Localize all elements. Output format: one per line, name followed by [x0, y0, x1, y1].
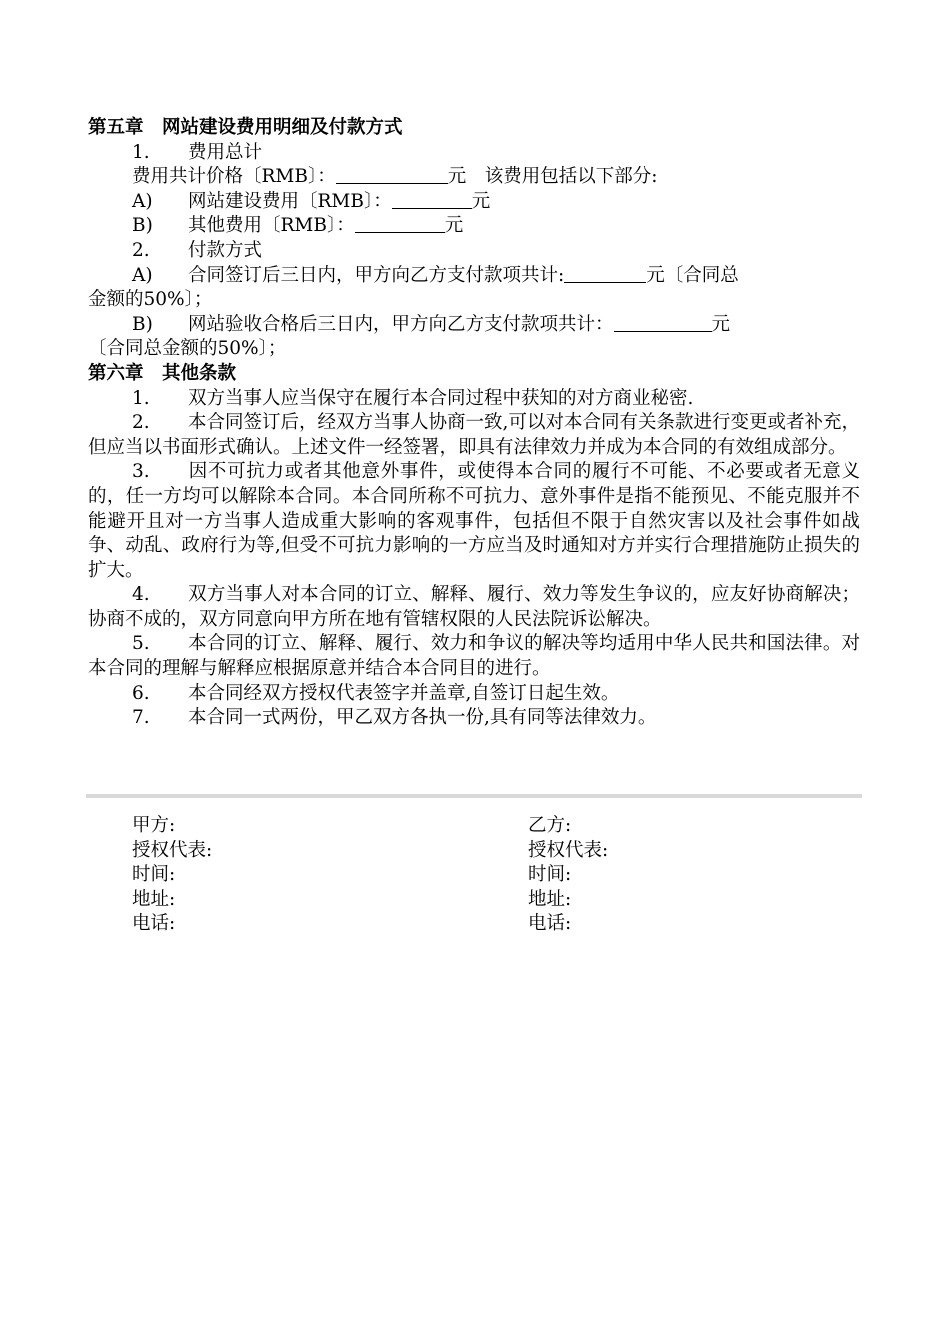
term-item	[88, 632, 860, 681]
fee-a-text: 网站建设费用〔RMB〕：	[188, 190, 392, 212]
term-number: 1.	[132, 387, 150, 409]
payment-a-number: A)	[132, 264, 153, 286]
payment-a-line	[88, 264, 860, 289]
chapter6-title: 第六章 其他条款	[88, 362, 237, 384]
term-text: 双方当事人应当保守在履行本合同过程中获知的对方商业秘密.	[188, 387, 694, 409]
fee-a-line	[88, 190, 860, 215]
term-number: 4.	[132, 584, 150, 606]
party-a-address: 地址:	[132, 888, 176, 910]
term-item	[88, 387, 860, 412]
section-divider	[86, 794, 862, 798]
fee-a-number: A)	[132, 190, 153, 212]
payment-b-blank[interactable]	[614, 313, 712, 332]
term-number: 5.	[132, 633, 150, 655]
term-item	[88, 706, 860, 731]
party-b-label: 乙方:	[528, 815, 572, 836]
total-prefix: 费用共计价格〔RMB〕：	[132, 166, 336, 188]
party-b-time: 时间:	[528, 864, 572, 886]
payment-a-text: 合同签订后三日内，甲方向乙方支付款项共计:	[188, 264, 565, 286]
party-a-signature-block	[132, 814, 212, 937]
term-text: 本合同签订后，经双方当事人协商一致,可以对本合同有关条款进行变更或者补充，但应当以书面形式确认。上述文件一经签署，即具有法律效力并成为本合同的有效组成部分。	[88, 412, 860, 458]
party-b-signature-block	[528, 814, 608, 937]
term-item	[88, 460, 860, 583]
total-suffix: 元 该费用包括以下部分:	[447, 166, 658, 188]
payment-b-suffix: 元	[711, 313, 731, 335]
item-label: 付款方式	[188, 239, 263, 261]
term-text: 本合同经双方授权代表签字并盖章,自签订日起生效。	[188, 682, 620, 704]
party-a-representative: 授权代表:	[132, 839, 213, 861]
fee-b-blank[interactable]	[355, 214, 445, 233]
party-b-phone: 电话:	[528, 913, 572, 935]
fee-b-number: B)	[132, 215, 153, 237]
fee-b-line	[88, 214, 860, 239]
other-terms-list	[88, 387, 860, 731]
fee-a-blank[interactable]	[392, 190, 472, 209]
item-number: 2.	[132, 239, 150, 261]
item-label: 费用总计	[188, 141, 263, 163]
party-b-address: 地址:	[528, 888, 572, 910]
party-a-phone: 电话:	[132, 913, 176, 935]
term-text: 本合同一式两份，甲乙双方各执一份,具有同等法律效力。	[188, 707, 657, 729]
payment-a-suffix: 元〔合同总	[646, 264, 739, 286]
payment-a-continuation: 金额的50%〕；	[88, 289, 213, 311]
fee-a-suffix: 元	[471, 190, 491, 212]
term-item	[88, 682, 860, 707]
item-number: 1.	[132, 141, 150, 163]
total-price-line	[88, 165, 860, 190]
party-a-label: 甲方:	[132, 815, 176, 836]
term-number: 2.	[132, 412, 150, 434]
total-blank[interactable]	[336, 165, 448, 184]
payment-b-number: B)	[132, 313, 153, 335]
party-a-time: 时间:	[132, 864, 176, 886]
payment-b-line	[88, 313, 860, 338]
term-item	[88, 583, 860, 632]
term-number: 7.	[132, 707, 150, 729]
contract-page	[88, 116, 860, 731]
payment-b-continuation: 〔合同总金额的50%〕；	[88, 338, 287, 360]
item-1-line	[88, 141, 860, 166]
chapter5-title: 第五章 网站建设费用明细及付款方式	[88, 117, 403, 138]
item-2-line	[88, 239, 860, 264]
payment-a-blank[interactable]	[564, 264, 646, 283]
term-text: 双方当事人对本合同的订立、解释、履行、效力等发生争议的，应友好协商解决；协商不成的，双方同意向甲方所在地有管辖权限的人民法院诉讼解决。	[88, 584, 860, 630]
term-text: 本合同的订立、解释、履行、效力和争议的解决等均适用中华人民共和国法律。对本合同的理解与解释应根据原意并结合本合同目的进行。	[88, 633, 860, 680]
payment-b-text: 网站验收合格后三日内，甲方向乙方支付款项共计：	[188, 313, 614, 335]
party-b-representative: 授权代表:	[528, 839, 609, 861]
fee-b-suffix: 元	[444, 215, 464, 237]
term-text: 因不可抗力或者其他意外事件，或使得本合同的履行不可能、不必要或者无意义的，任一方均可以解除本合同。本合同所称不可抗力、意外事件是指不能预见、不能克服并不能避开且对一方当事人造成重大影响的客观事件，包括但不限于自然灾害以及社会事件如战争、动乱、政府行为等,但受不可抗力影响的一方应当及时通知对方并实行合理措施防止损失的扩大。	[88, 461, 860, 581]
term-item	[88, 411, 860, 460]
term-number: 3.	[132, 461, 150, 483]
fee-b-text: 其他费用〔RMB〕：	[188, 215, 355, 237]
term-number: 6.	[132, 682, 150, 704]
